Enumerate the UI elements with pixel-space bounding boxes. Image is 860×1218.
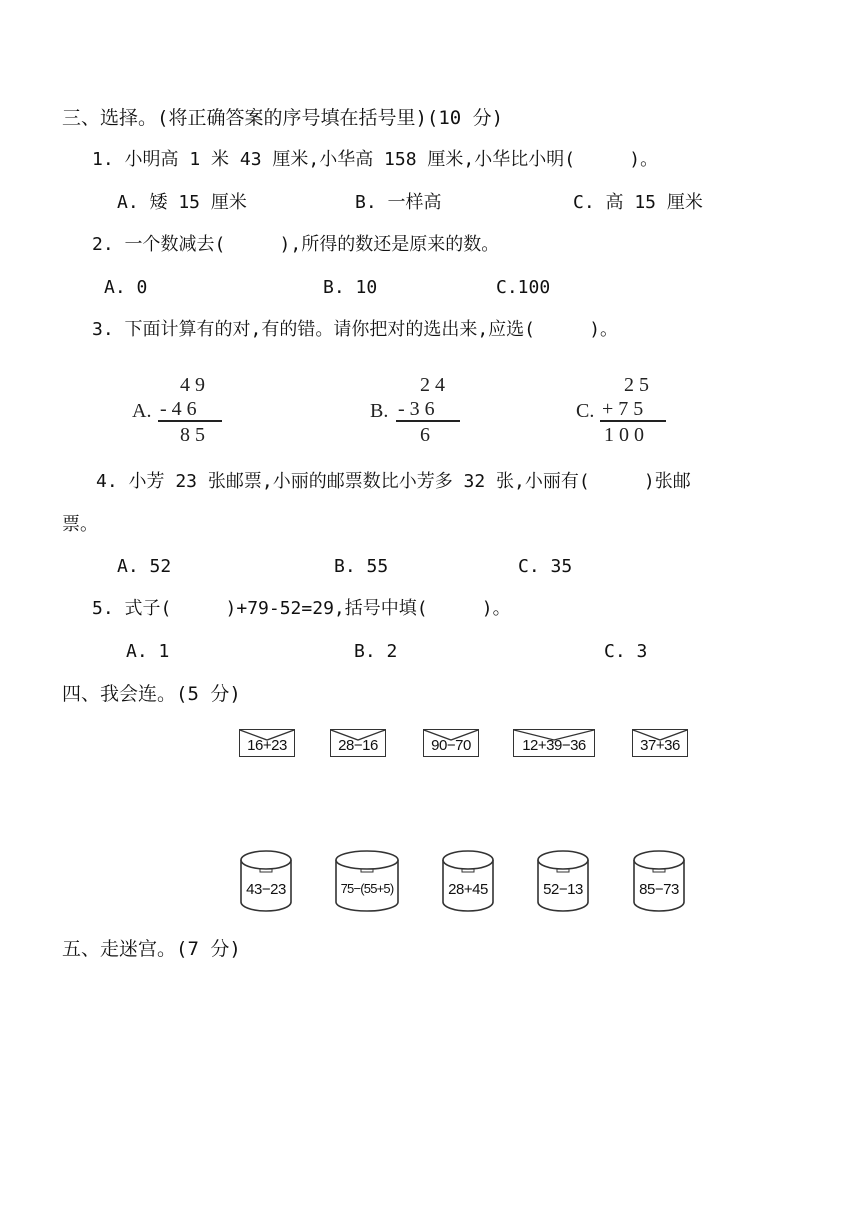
mailbox-5[interactable] (632, 848, 686, 912)
section-3-heading: 三、选择。(将正确答案的序号填在括号里)(10 分) (62, 107, 504, 129)
mailbox-1-expr: 43−23 (246, 881, 286, 898)
question-3-option-a (132, 372, 232, 452)
question-5-text: 5. 式子( )+79-52=29,括号中填( )。 (92, 598, 511, 619)
question-1-option-c: C. 高 15 厘米 (573, 192, 703, 213)
question-4-text: 4. 小芳 23 张邮票,小丽的邮票数比小芳多 32 张,小丽有( )张邮 (96, 471, 691, 492)
question-1-option-a: A. 矮 15 厘米 (117, 192, 247, 213)
envelope-2-expr: 28−16 (338, 737, 378, 754)
envelope-1-expr: 16+23 (247, 737, 287, 754)
envelope-5-expr: 37+36 (640, 737, 680, 754)
section-4-heading: 四、我会连。(5 分) (62, 683, 241, 705)
arith-a-mid: - 4 6 (160, 398, 197, 420)
envelope-4-expr: 12+39−36 (522, 737, 586, 754)
question-3-text: 3. 下面计算有的对,有的错。请你把对的选出来,应选( )。 (92, 319, 619, 340)
arith-a-label: A. (132, 400, 152, 422)
question-2-text: 2. 一个数减去( ),所得的数还是原来的数。 (92, 234, 500, 255)
arith-c-bar (600, 420, 666, 422)
mailbox-1[interactable] (239, 848, 293, 912)
arith-a-result: 8 5 (180, 424, 205, 446)
envelope-4[interactable] (513, 729, 595, 757)
mailbox-3-expr: 28+45 (448, 881, 488, 898)
question-1-text: 1. 小明高 1 米 43 厘米,小华高 158 厘米,小华比小明( )。 (92, 149, 659, 170)
arith-b-top: 2 4 (420, 374, 445, 396)
mailbox-icon (632, 848, 686, 912)
arith-c-top: 2 5 (624, 374, 649, 396)
arith-b-mid: - 3 6 (398, 398, 435, 420)
arith-b-label: B. (370, 400, 389, 422)
question-5-option-a: A. 1 (126, 641, 170, 662)
envelope-5[interactable] (632, 729, 688, 757)
question-2-option-b: B. 10 (323, 277, 378, 298)
mailbox-icon (441, 848, 495, 912)
envelope-2[interactable] (330, 729, 386, 757)
arith-b-result: 6 (420, 424, 430, 446)
mailbox-2[interactable] (334, 848, 400, 912)
mailbox-4-expr: 52−13 (543, 881, 583, 898)
arith-a-top: 4 9 (180, 374, 205, 396)
question-3-option-b (370, 372, 470, 452)
envelope-3-expr: 90−70 (431, 737, 471, 754)
question-5-option-c: C. 3 (604, 641, 648, 662)
arith-c-result: 1 0 0 (604, 424, 644, 446)
question-3-option-c (576, 372, 686, 452)
question-2-option-c: C.100 (496, 277, 551, 298)
question-5-option-b: B. 2 (354, 641, 398, 662)
question-4-option-c: C. 35 (518, 556, 573, 577)
envelope-3[interactable] (423, 729, 479, 757)
mailbox-5-expr: 85−73 (639, 881, 679, 898)
arith-c-mid: + 7 5 (602, 398, 644, 420)
mailbox-icon (239, 848, 293, 912)
question-2-option-a: A. 0 (104, 277, 148, 298)
question-4-option-a: A. 52 (117, 556, 172, 577)
mailbox-3[interactable] (441, 848, 495, 912)
question-4-text-cont: 票。 (62, 514, 98, 535)
arith-a-bar (158, 420, 222, 422)
question-4-option-b: B. 55 (334, 556, 389, 577)
arith-b-bar (396, 420, 460, 422)
mailbox-2-expr: 75−(55+5) (340, 881, 394, 896)
envelope-1[interactable] (239, 729, 295, 757)
question-1-option-b: B. 一样高 (355, 192, 442, 213)
mailbox-icon (536, 848, 590, 912)
arith-c-label: C. (576, 400, 595, 422)
section-5-heading: 五、走迷宫。(7 分) (62, 938, 241, 960)
mailbox-icon (334, 848, 400, 912)
mailbox-4[interactable] (536, 848, 590, 912)
